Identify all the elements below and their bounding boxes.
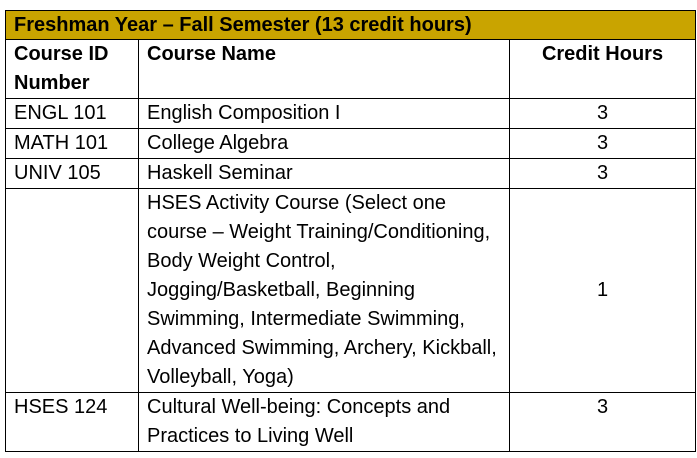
course-name-cell: HSES Activity Course (Select one course – Weight Training/Conditioning, Body Weight Control, Jogging/Basketball, Beginning Swimming, Intermediate Swimming, Advanced Swimming, Archery, Kickball, Volleyball, Yoga) bbox=[139, 189, 510, 393]
column-header-course-name: Course Name bbox=[139, 40, 510, 99]
course-id-cell: MATH 101 bbox=[6, 129, 139, 159]
table-title: Freshman Year – Fall Semester (13 credit hours) bbox=[6, 11, 696, 40]
course-name-cell: Haskell Seminar bbox=[139, 159, 510, 189]
credit-hours-cell: 3 bbox=[510, 393, 696, 452]
table-header-row bbox=[6, 40, 696, 99]
column-header-course-id: Course ID Number bbox=[6, 40, 139, 99]
course-id-cell: HSES 124 bbox=[6, 393, 139, 452]
table-title-row bbox=[6, 11, 696, 40]
table-row bbox=[6, 159, 696, 189]
table-row bbox=[6, 129, 696, 159]
course-table bbox=[5, 10, 696, 452]
column-header-credit-hours: Credit Hours bbox=[510, 40, 696, 99]
course-name-cell: College Algebra bbox=[139, 129, 510, 159]
table-row bbox=[6, 393, 696, 452]
course-name-cell: English Composition I bbox=[139, 99, 510, 129]
credit-hours-cell: 3 bbox=[510, 159, 696, 189]
credit-hours-cell: 3 bbox=[510, 99, 696, 129]
credit-hours-cell: 1 bbox=[510, 189, 696, 393]
course-name-cell: Cultural Well-being: Concepts and Practices to Living Well bbox=[139, 393, 510, 452]
course-table-container bbox=[5, 10, 695, 452]
credit-hours-cell: 3 bbox=[510, 129, 696, 159]
table-row bbox=[6, 99, 696, 129]
course-id-cell: ENGL 101 bbox=[6, 99, 139, 129]
course-id-cell bbox=[6, 189, 139, 393]
table-row bbox=[6, 189, 696, 393]
course-id-cell: UNIV 105 bbox=[6, 159, 139, 189]
